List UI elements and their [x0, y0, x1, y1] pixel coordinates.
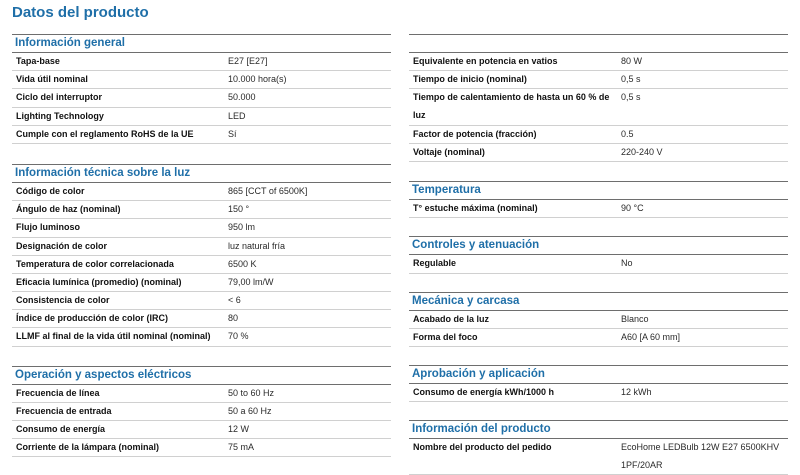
- spec-row: [12, 310, 391, 328]
- spec-row: [12, 219, 391, 237]
- spec-row: [409, 53, 788, 71]
- spec-label: Frecuencia de línea: [16, 387, 100, 398]
- spec-value: 50.000: [228, 92, 256, 103]
- spec-value: 50 a 60 Hz: [228, 405, 272, 416]
- spec-row: [12, 71, 391, 89]
- spec-value: LED: [228, 110, 246, 121]
- section-informacion-tecnica-sobre-la-luz: [12, 164, 391, 347]
- spec-label: T° estuche máxima (nominal): [413, 203, 538, 214]
- section-operacion-y-aspectos-electricos: [12, 366, 391, 458]
- spec-label: Vida útil nominal: [16, 74, 88, 85]
- spec-label: Ciclo del interruptor: [16, 92, 103, 103]
- spec-label: Tiempo de inicio (nominal): [413, 74, 527, 85]
- section-heading: Controles y atenuación: [409, 236, 788, 255]
- spec-value: 150 °: [228, 204, 250, 215]
- section-heading: Información técnica sobre la luz: [12, 164, 391, 183]
- page-title: Datos del producto: [12, 4, 149, 21]
- spec-label: Cumple con el reglamento RoHS de la UE: [16, 128, 194, 139]
- spec-label: Lighting Technology: [16, 110, 104, 121]
- spec-value: 50 to 60 Hz: [228, 387, 275, 398]
- spec-row: [12, 292, 391, 310]
- spec-row: [12, 274, 391, 292]
- spec-label: Regulable: [413, 258, 457, 269]
- spec-label: Corriente de la lámpara (nominal): [16, 442, 160, 453]
- spec-row: [12, 256, 391, 274]
- spec-row: [12, 108, 391, 126]
- spec-label: Ángulo de haz (nominal): [16, 204, 121, 215]
- spec-value: A60 [A 60 mm]: [621, 331, 681, 342]
- spec-label: Consumo de energía kWh/1000 h: [413, 386, 555, 397]
- spec-row: [12, 385, 391, 403]
- spec-label: Forma del foco: [413, 331, 478, 342]
- spec-label: Índice de producción de color (IRC): [16, 313, 169, 324]
- spec-row: [12, 403, 391, 421]
- section-temperatura: [409, 181, 788, 218]
- spec-value: 12 W: [228, 424, 250, 434]
- spec-label: Designación de color: [16, 240, 108, 251]
- spec-row: [12, 183, 391, 201]
- spec-value: 75 mA: [228, 442, 255, 453]
- spec-value: 79,00 lm/W: [228, 276, 274, 287]
- spec-value: No: [621, 258, 633, 269]
- spec-label: Acabado de la luz: [413, 313, 490, 324]
- spec-value: luz natural fría: [228, 240, 286, 251]
- spec-value: 12 kWh: [621, 386, 652, 397]
- spec-label: Flujo luminoso: [16, 222, 80, 233]
- spec-row: [12, 439, 391, 457]
- section-aprobacion-y-aplicacion: [409, 365, 788, 402]
- spec-value: 220-240 V: [621, 146, 663, 157]
- spec-value: 0.5: [621, 128, 634, 139]
- spec-row: [409, 255, 788, 273]
- spec-value: < 6: [228, 295, 241, 306]
- spec-label: Frecuencia de entrada: [16, 405, 112, 416]
- spec-value: 80: [228, 313, 239, 324]
- spec-row: [12, 421, 391, 439]
- spec-value: 950 lm: [228, 222, 256, 233]
- section-heading: Información general: [12, 34, 391, 53]
- spec-value: EcoHome LEDBulb 12W E27 6500KHV 1PF/20AR: [621, 442, 780, 470]
- spec-row: [409, 200, 788, 218]
- section-heading: Temperatura: [409, 181, 788, 200]
- spec-label: Eficacia lumínica (promedio) (nominal): [16, 276, 182, 287]
- spec-row: [409, 311, 788, 329]
- right-column: [409, 34, 788, 475]
- spec-value: 10.000 hora(s): [228, 74, 287, 85]
- spec-label: Código de color: [16, 185, 85, 196]
- spec-value: E27 [E27]: [228, 56, 268, 66]
- section-heading: Mecánica y carcasa: [409, 292, 788, 311]
- spec-label: LLMF al final de la vida útil nominal (nominal): [16, 331, 211, 342]
- section-heading: [409, 34, 788, 53]
- spec-value: 0,5 s: [621, 74, 641, 85]
- section-heading: Operación y aspectos eléctricos: [12, 366, 391, 385]
- spec-value: 70 %: [228, 331, 249, 342]
- spec-label: Nombre del producto del pedido: [413, 442, 552, 453]
- spec-label: Temperatura de color correlacionada: [16, 258, 174, 269]
- spec-label: Tapa-base: [16, 56, 60, 66]
- section-heading: Aprobación y aplicación: [409, 365, 788, 384]
- spec-value: Sí: [228, 128, 237, 139]
- spec-label: Voltaje (nominal): [413, 146, 485, 157]
- spec-row: [409, 329, 788, 347]
- spec-label: Factor de potencia (fracción): [413, 128, 537, 139]
- spec-row: [12, 328, 391, 346]
- section-right-0: [409, 34, 788, 162]
- spec-row: [409, 71, 788, 89]
- spec-row: [12, 53, 391, 71]
- spec-label: Consistencia de color: [16, 295, 110, 306]
- section-controles-y-atenuacion: [409, 236, 788, 273]
- spec-row: [12, 238, 391, 256]
- spec-row: [12, 201, 391, 219]
- section-heading: Información del producto: [409, 420, 788, 439]
- spec-row: [12, 89, 391, 107]
- spec-value: 865 [CCT of 6500K]: [228, 185, 308, 196]
- spec-value: 0,5 s: [621, 92, 641, 103]
- spec-label: Consumo de energía: [16, 424, 106, 434]
- spec-value: Blanco: [621, 313, 649, 324]
- spec-value: 90 °C: [621, 203, 644, 214]
- spec-row: [12, 126, 391, 144]
- spec-label: Equivalente en potencia en vatios: [413, 56, 558, 66]
- section-informacion-general: [12, 34, 391, 144]
- spec-label: Tiempo de calentamiento de hasta un 60 % de luz: [413, 92, 610, 121]
- spec-row: [409, 89, 788, 125]
- section-informacion-del-producto: [409, 420, 788, 475]
- spec-row: [409, 439, 788, 475]
- spec-row: [409, 126, 788, 144]
- section-mecanica-y-carcasa: [409, 292, 788, 347]
- spec-row: [409, 144, 788, 162]
- spec-value: 80 W: [621, 56, 643, 66]
- spec-row: [409, 384, 788, 402]
- left-column: [12, 34, 391, 457]
- spec-value: 6500 K: [228, 258, 257, 269]
